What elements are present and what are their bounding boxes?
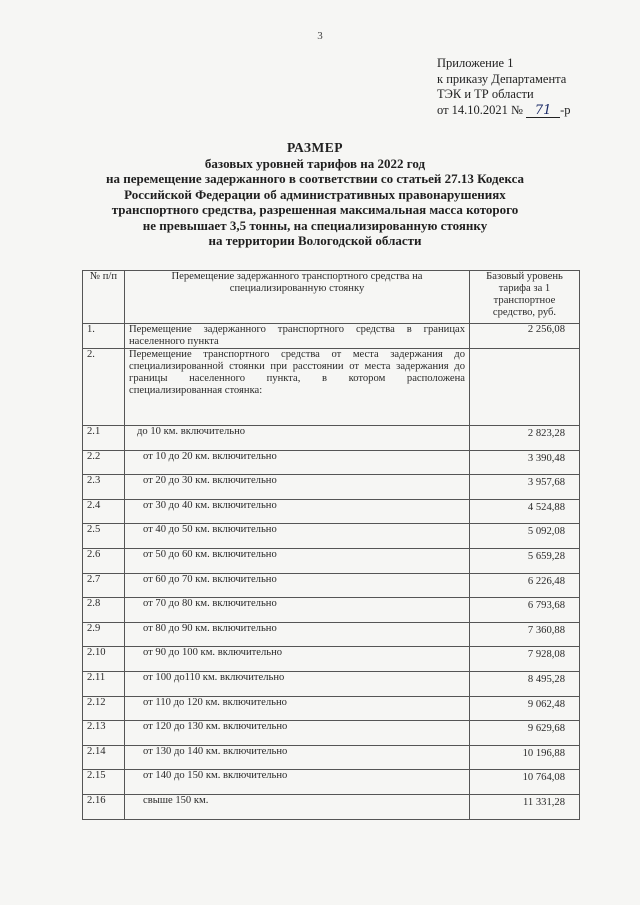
- row-num: 2.15: [83, 770, 125, 795]
- row-description: от 50 до 60 км. включительно: [125, 548, 470, 573]
- table-row: [83, 671, 580, 696]
- row-tariff: 5 092,08: [470, 524, 580, 549]
- row-tariff: 10 196,88: [470, 745, 580, 770]
- row-description: от 120 до 130 км. включительно: [125, 721, 470, 746]
- row-num: 1.: [83, 324, 125, 349]
- order-suffix: -р: [560, 102, 571, 117]
- row-tariff: 6 793,68: [470, 598, 580, 623]
- table-header-row: [83, 271, 580, 324]
- appendix-line: к приказу Департамента: [437, 71, 567, 86]
- row-tariff: 5 659,28: [470, 548, 580, 573]
- table-row: [83, 475, 580, 500]
- table-row: [83, 696, 580, 721]
- table-row: [83, 524, 580, 549]
- row-num: 2.9: [83, 622, 125, 647]
- row-description: Перемещение задержанного транспортного средства в границах населенного пункта: [125, 324, 470, 349]
- row-tariff: 2 823,28: [470, 426, 580, 451]
- row-tariff: [470, 349, 580, 426]
- page-number: 3: [317, 30, 323, 42]
- table-row: [83, 598, 580, 623]
- row-tariff: 9 062,48: [470, 696, 580, 721]
- table-row: [83, 450, 580, 475]
- row-num: 2.5: [83, 524, 125, 549]
- row-description: от 70 до 80 км. включительно: [125, 598, 470, 623]
- table-row: [83, 622, 580, 647]
- row-num: 2.12: [83, 696, 125, 721]
- row-description: свыше 150 км.: [125, 794, 470, 819]
- table-row: [83, 794, 580, 819]
- row-description: от 10 до 20 км. включительно: [125, 450, 470, 475]
- row-description: от 20 до 30 км. включительно: [125, 475, 470, 500]
- row-description: от 40 до 50 км. включительно: [125, 524, 470, 549]
- row-num: 2.8: [83, 598, 125, 623]
- header-tariff: Базовый уровень тарифа за 1 транспортное средство, руб.: [470, 271, 580, 324]
- table-row: [83, 499, 580, 524]
- row-num: 2.3: [83, 475, 125, 500]
- appendix-block: [437, 56, 627, 118]
- table-row: [83, 770, 580, 795]
- appendix-line: Приложение 1: [437, 56, 514, 70]
- row-tariff: 3 390,48: [470, 450, 580, 475]
- table-row: [83, 548, 580, 573]
- row-tariff: 11 331,28: [470, 794, 580, 819]
- title-line: Российской Федерации об административных правонарушениях: [124, 186, 506, 202]
- order-date: от 14.10.2021 №: [437, 102, 523, 117]
- row-description: от 110 до 120 км. включительно: [125, 696, 470, 721]
- table-row: [83, 349, 580, 426]
- row-description: от 130 до 140 км. включительно: [125, 745, 470, 770]
- title-line: транспортного средства, разрешенная максимальная масса которого: [111, 202, 519, 217]
- document-title: [100, 140, 530, 249]
- row-tariff: 10 764,08: [470, 770, 580, 795]
- row-tariff: 4 524,88: [470, 499, 580, 524]
- row-num: 2.1: [83, 426, 125, 451]
- row-description: до 10 км. включительно: [125, 426, 470, 451]
- title-line: не превышает 3,5 тонны, на специализированную стоянку: [142, 217, 488, 233]
- row-description: от 140 до 150 км. включительно: [125, 770, 470, 795]
- table-row: [83, 573, 580, 598]
- row-tariff: 7 360,88: [470, 622, 580, 647]
- row-description: от 100 до110 км. включительно: [125, 671, 470, 696]
- row-num: 2.10: [83, 647, 125, 672]
- row-tariff: 2 256,08: [470, 324, 580, 349]
- row-tariff: 7 928,08: [470, 647, 580, 672]
- row-num: 2.6: [83, 548, 125, 573]
- row-description: от 90 до 100 км. включительно: [125, 647, 470, 672]
- row-description: от 80 до 90 км. включительно: [125, 622, 470, 647]
- title-line: на перемещение задержанного в соответствии со статьей 27.13 Кодекса: [105, 171, 525, 186]
- appendix-line: ТЭК и ТР области: [437, 87, 534, 101]
- title-line: на территории Вологодской области: [208, 233, 422, 248]
- row-tariff: 8 495,28: [470, 671, 580, 696]
- row-description: Перемещение транспортного средства от места задержания до специализированной стоянки при расстоянии от места задержания до границы населенного пункта, в котором расположена специализированная стоянка:: [125, 349, 470, 426]
- table-row: [83, 324, 580, 349]
- row-num: 2.11: [83, 671, 125, 696]
- table-row: [83, 745, 580, 770]
- title-heading: РАЗМЕР: [286, 140, 344, 155]
- row-num: 2.2: [83, 450, 125, 475]
- row-num: 2.: [83, 349, 125, 426]
- row-tariff: 6 226,48: [470, 573, 580, 598]
- table-row: [83, 721, 580, 746]
- row-num: 2.14: [83, 745, 125, 770]
- header-num: № п/п: [83, 271, 125, 324]
- tariff-table: [82, 270, 580, 820]
- row-description: от 30 до 40 км. включительно: [125, 499, 470, 524]
- table-row: [83, 426, 580, 451]
- row-num: 2.13: [83, 721, 125, 746]
- row-tariff: 9 629,68: [470, 721, 580, 746]
- row-num: 2.7: [83, 573, 125, 598]
- row-num: 2.4: [83, 499, 125, 524]
- row-tariff: 3 957,68: [470, 475, 580, 500]
- title-line: базовых уровней тарифов на 2022 год: [204, 155, 426, 171]
- appendix-date-line: [437, 103, 627, 119]
- order-number-handwritten: 71: [526, 105, 560, 118]
- row-description: от 60 до 70 км. включительно: [125, 573, 470, 598]
- header-description: Перемещение задержанного транспортного средства на специализированную стоянку: [125, 271, 470, 324]
- row-num: 2.16: [83, 794, 125, 819]
- table-row: [83, 647, 580, 672]
